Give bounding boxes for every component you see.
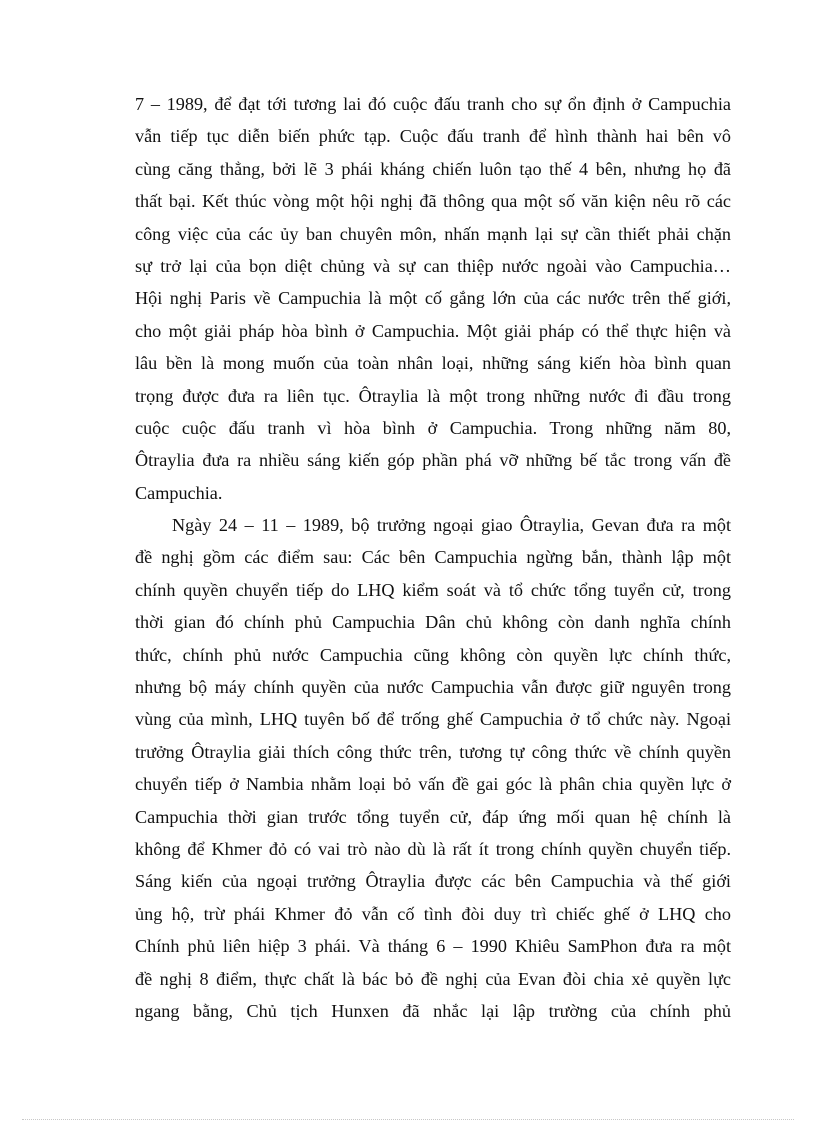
text-line: nhưng bộ máy chính quyền của nước Campuchia vẫn được giữ nguyên trong (135, 677, 731, 698)
paragraph-2 (135, 509, 731, 1027)
page-bottom-divider (22, 1119, 794, 1120)
body-text (135, 88, 731, 1027)
text-line: ủng hộ, trừ phái Khmer đỏ vẫn cố tình đòi duy trì chiếc ghế ở LHQ cho (135, 903, 731, 924)
text-line: trưởng Ôtraylia giải thích công thức trên, tương tự công thức về chính quyền (135, 741, 731, 762)
text-line: Ôtraylia đưa ra nhiều sáng kiến góp phần phá vỡ những bế tắc trong vấn đề (135, 450, 731, 471)
text-line: cho một giải pháp hòa bình ở Campuchia. Một giải pháp có thể thực hiện và (135, 320, 731, 341)
text-line: Hội nghị Paris về Campuchia là một cố gắng lớn của các nước trên thế giới, (135, 288, 731, 309)
text-line: Campuchia thời gian trước tổng tuyển cử, đáp ứng mối quan hệ chính là (135, 806, 731, 827)
text-line: chuyển tiếp ở Nambia nhằm loại bỏ vấn đề gai góc là phân chia quyền lực ở (135, 774, 731, 795)
text-line: 7 – 1989, để đạt tới tương lai đó cuộc đấu tranh cho sự ổn định ở Campuchia (135, 94, 731, 114)
text-line: Campuchia. (135, 482, 223, 503)
text-line: công việc của các ủy ban chuyên môn, nhấn mạnh lại sự cần thiết phải chặn (135, 223, 731, 244)
text-line: Sáng kiến của ngoại trưởng Ôtraylia được các bên Campuchia và thế giới (135, 871, 731, 892)
text-line: Chính phủ liên hiệp 3 phái. Và tháng 6 – 1990 Khiêu SamPhon đưa ra một (135, 936, 731, 957)
text-line: thất bại. Kết thúc vòng một hội nghị đã thông qua một số văn kiện nêu rõ các (135, 191, 731, 212)
text-line: thời gian đó chính phủ Campuchia Dân chủ không còn danh nghĩa chính (135, 612, 731, 633)
text-line: vùng của mình, LHQ tuyên bố để trống ghế Campuchia ở tổ chức này. Ngoại (135, 709, 731, 730)
text-line: vẫn tiếp tục diễn biến phức tạp. Cuộc đấu tranh để hình thành hai bên vô (135, 126, 731, 147)
paragraph-1 (135, 88, 731, 509)
text-line: chính quyền chuyển tiếp do LHQ kiểm soát và tổ chức tổng tuyển cử, trong (135, 579, 731, 600)
text-line: không để Khmer đỏ có vai trò nào dù là rất ít trong chính quyền chuyển tiếp. (135, 838, 731, 859)
text-line: cùng căng thẳng, bởi lẽ 3 phái kháng chiến luôn tạo thế 4 bên, nhưng họ đã (135, 158, 731, 179)
text-line: sự trở lại của bọn diệt chủng và sự can thiệp nước ngoài vào Campuchia… (135, 255, 731, 276)
text-line: cuộc cuộc đấu tranh vì hòa bình ở Campuchia. Trong những năm 80, (135, 417, 731, 438)
text-line: ngang bằng, Chủ tịch Hunxen đã nhắc lại lập trường của chính phủ (135, 1000, 731, 1021)
text-line: đề nghị gồm các điểm sau: Các bên Campuchia ngừng bắn, thành lập một (135, 547, 731, 568)
text-line: đề nghị 8 điểm, thực chất là bác bỏ đề nghị của Evan đòi chia xẻ quyền lực (135, 968, 731, 989)
text-line: thức, chính phủ nước Campuchia cũng không còn quyền lực chính thức, (135, 644, 731, 665)
text-line: lâu bền là mong muốn của toàn nhân loại, những sáng kiến hòa bình quan (135, 353, 731, 374)
text-line: Ngày 24 – 11 – 1989, bộ trưởng ngoại giao Ôtraylia, Gevan đưa ra một (172, 515, 731, 536)
text-line: trọng được đưa ra liên tục. Ôtraylia là một trong những nước đi đầu trong (135, 385, 731, 406)
